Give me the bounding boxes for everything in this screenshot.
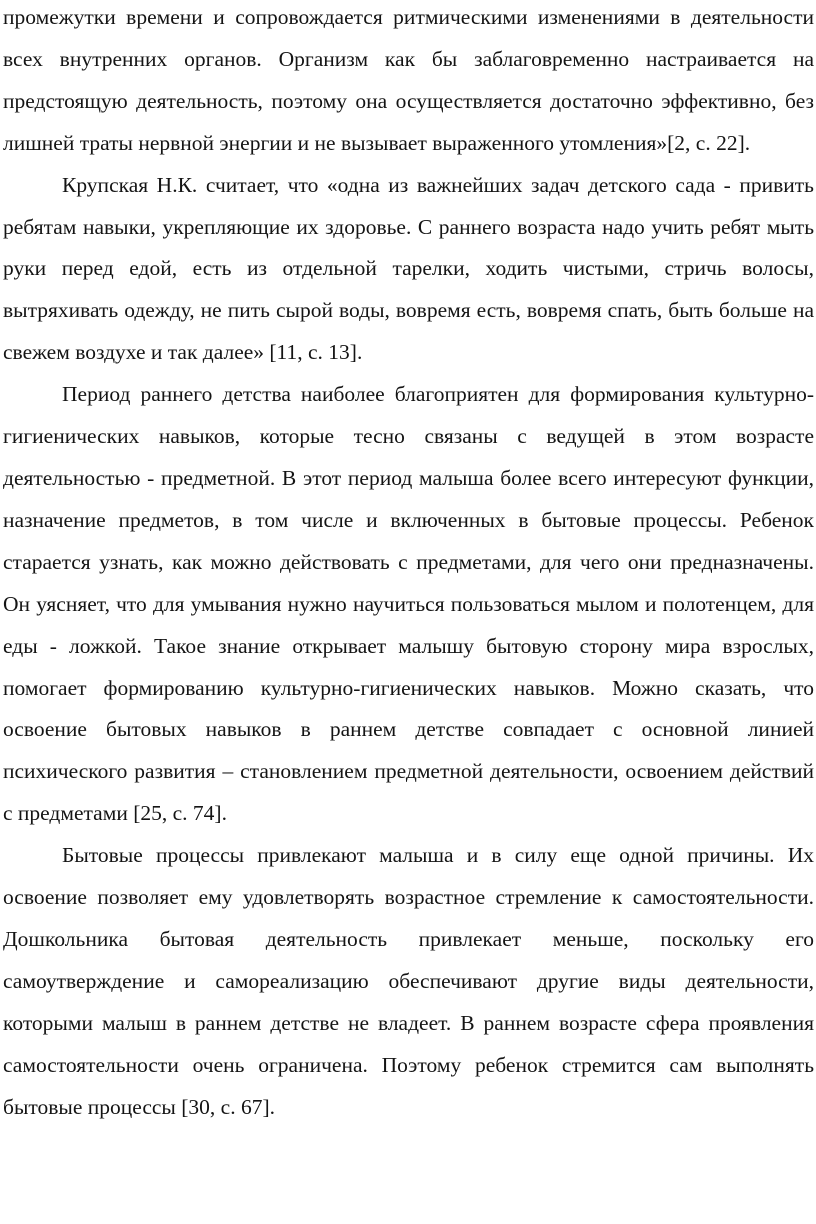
paragraph-early-childhood: Период раннего детства наиболее благоприятен для формирования культурно-гигиенических навыков, которые тесно связаны с ведущей в этом возрасте деятельностью - предметной. В этот период малыша более всего интересуют функции, назначение предметов, в том числе и включенных в бытовые процессы. Ребенок старается узнать, как можно действовать с предметами, для чего они предназначены. Он уясняет, что для умывания нужно научиться пользоваться мылом и полотенцем, для еды - ложкой. Такое знание открывает малышу бытовую сторону мира взрослых, помогает формированию культурно-гигиенических навыков. Можно сказать, что освоение бытовых навыков в раннем детстве совпадает с основной линией психического развития – становлением предметной деятельности, освоением действий с предметами [25, с. 74]. — [3, 382, 814, 826]
paragraph-krupskaya-quote: Крупская Н.К. считает, что «одна из важнейших задач детского сада - привить ребятам навыки, укрепляющие их здоровье. С раннего возраста надо учить ребят мыть руки перед едой, есть из отдельной тарелки, ходить чистыми, стричь волосы, вытряхивать одежду, не пить сырой воды, вовремя есть, вовремя спать, быть больше на свежем воздухе и так далее» [11, с. 13]. — [3, 172, 814, 365]
paragraph-continuation: промежутки времени и сопровождается ритмическими изменениями в деятельности всех внутренних органов. Организм как бы заблаговременно настраивается на предстоящую деятельность, поэтому она осуществляется достаточно эффективно, без лишней траты нервной энергии и не вызывает выраженного утомления»[2, с. 22]. — [3, 5, 814, 155]
paragraph-household-processes: Бытовые процессы привлекают малыша и в силу еще одной причины. Их освоение позволяет ему удовлетворять возрастное стремление к самостоятельности. Дошкольника бытовая деятельность привлекает меньше, поскольку его самоутверждение и самореализацию обеспечивают другие виды деятельности, которыми малыш в раннем детстве не владеет. В раннем возрасте сфера проявления самостоятельности очень ограничена. Поэтому ребенок стремится сам выполнять бытовые процессы [30, с. 67]. — [3, 843, 814, 1119]
